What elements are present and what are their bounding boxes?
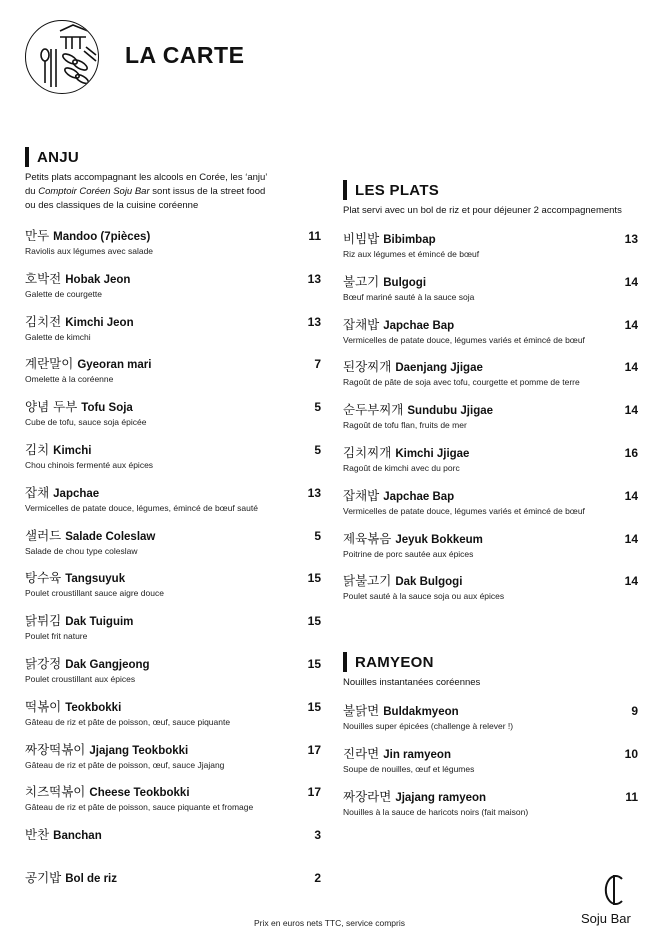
menu-item bbox=[25, 356, 321, 385]
section-bar bbox=[25, 147, 29, 167]
section-bar bbox=[343, 652, 347, 672]
menu-item-description: Gâteau de riz et pâte de poisson, œuf, sauce piquante bbox=[25, 716, 231, 727]
menu-item bbox=[343, 531, 638, 560]
menu-item-price: 14 bbox=[624, 531, 638, 546]
menu-item-name bbox=[25, 870, 321, 887]
section-title-anju: ANJU bbox=[37, 148, 80, 166]
menu-item bbox=[343, 488, 638, 517]
menu-item-name bbox=[343, 573, 638, 590]
menu-item-korean-name: 닭강정 bbox=[25, 656, 62, 671]
menu-item-description: Poulet croustillant sauce aigre douce bbox=[25, 588, 164, 599]
menu-item-korean-name: 제육볶음 bbox=[343, 530, 392, 546]
menu-item-name bbox=[25, 228, 321, 245]
menu-item-romanized-name: Bulgogi bbox=[383, 276, 427, 289]
menu-item-romanized-name: Gyeoran mari bbox=[77, 359, 152, 372]
menu-item-korean-name: 잡채밥 bbox=[343, 316, 380, 332]
menu-item-price: 9 bbox=[631, 704, 638, 718]
menu-item-description: Salade de chou type coleslaw bbox=[25, 545, 138, 556]
menu-item bbox=[25, 271, 321, 300]
menu-item-description: Vermicelles de patate douce, légumes variés et émincé de bœuf bbox=[343, 334, 585, 345]
section-title-plats: LES PLATS bbox=[355, 181, 440, 199]
menu-item-name bbox=[343, 274, 638, 291]
price-note: Prix en euros nets TTC, service compris bbox=[254, 918, 405, 928]
menu-item-description: Ragoût de kimchi avec du porc bbox=[343, 463, 460, 473]
menu-item bbox=[343, 445, 638, 474]
menu-item-romanized-name: Dak Gangjeong bbox=[65, 659, 150, 671]
menu-item-korean-name: 비빔밥 bbox=[343, 231, 380, 246]
menu-item-korean-name: 김치전 bbox=[25, 313, 62, 329]
menu-item-price: 13 bbox=[624, 232, 638, 246]
menu-item-name bbox=[343, 531, 638, 548]
menu-item-name bbox=[25, 827, 321, 844]
menu-item-romanized-name: Kimchi Jeon bbox=[65, 316, 134, 329]
menu-item bbox=[343, 789, 638, 818]
menu-item-korean-name: 짜장떡볶이 bbox=[25, 741, 86, 757]
menu-item-price: 5 bbox=[314, 400, 321, 415]
menu-item-romanized-name: Dak Bulgogi bbox=[395, 576, 463, 589]
menu-item-korean-name: 닭불고기 bbox=[343, 573, 392, 589]
menu-item-korean-name: 반찬 bbox=[25, 827, 50, 843]
section-header-ramyeon bbox=[343, 652, 434, 672]
menu-item-romanized-name: Mandoo (7pièces) bbox=[53, 231, 151, 243]
section-bar bbox=[343, 180, 347, 200]
menu-item bbox=[25, 314, 321, 343]
menu-item-description: Nouilles super épicées (challenge à relever !) bbox=[343, 721, 514, 731]
menu-item bbox=[343, 746, 638, 775]
menu-item bbox=[25, 870, 321, 887]
menu-item-name bbox=[343, 703, 638, 720]
menu-item-price: 14 bbox=[624, 360, 638, 375]
menu-item-romanized-name: Japchae Bap bbox=[383, 319, 455, 332]
menu-item-romanized-name: Kimchi bbox=[53, 445, 92, 457]
menu-item-description: Gâteau de riz et pâte de poisson, œuf, sauce Jjajang bbox=[25, 759, 225, 770]
menu-item bbox=[25, 656, 321, 685]
menu-item-korean-name: 김치찌개 bbox=[343, 445, 392, 460]
menu-item-description: Riz aux légumes et émincé de bœuf bbox=[343, 249, 480, 259]
anju-intro-prefix: du bbox=[25, 186, 39, 197]
menu-item-price: 11 bbox=[625, 790, 638, 804]
menu-item-romanized-name: Dak Tuiguim bbox=[65, 616, 134, 629]
menu-item-romanized-name: Hobak Jeon bbox=[65, 273, 131, 286]
menu-item-description: Chou chinois fermenté aux épices bbox=[25, 460, 154, 470]
menu-item bbox=[25, 827, 321, 844]
menu-item-name bbox=[25, 699, 321, 716]
menu-item-romanized-name: Japchae bbox=[53, 487, 100, 500]
menu-item-description: Vermicelles de patate douce, légumes variés et émincé de bœuf bbox=[343, 505, 585, 516]
menu-item-name bbox=[25, 356, 321, 373]
menu-item bbox=[343, 402, 638, 431]
menu-item-romanized-name: Jjajang Teokbokki bbox=[89, 744, 189, 757]
menu-item bbox=[25, 228, 321, 257]
section-title-ramyeon: RAMYEON bbox=[355, 653, 434, 671]
menu-item-price: 15 bbox=[307, 699, 321, 714]
menu-item-description: Cube de tofu, sauce soja épicée bbox=[25, 417, 147, 428]
menu-item-description: Bœuf mariné sauté à la sauce soja bbox=[343, 291, 475, 302]
menu-item-description: Poitrine de porc sautée aux épices bbox=[343, 548, 474, 559]
menu-item-romanized-name: Jeyuk Bokkeum bbox=[395, 533, 483, 546]
menu-item-description: Poulet croustillant aux épices bbox=[25, 674, 136, 684]
menu-item bbox=[343, 317, 638, 346]
menu-item-price: 15 bbox=[307, 614, 321, 629]
menu-item-romanized-name: Teokbokki bbox=[65, 701, 122, 714]
menu-item-price: 7 bbox=[314, 357, 321, 372]
anju-intro-brand: Comptoir Coréen Soju Bar bbox=[38, 186, 150, 197]
menu-item-romanized-name: Banchan bbox=[53, 830, 102, 843]
restaurant-logo bbox=[25, 20, 99, 94]
menu-item-price: 14 bbox=[624, 488, 638, 503]
brand-logo-icon bbox=[602, 873, 626, 907]
menu-item-price: 16 bbox=[624, 446, 638, 460]
menu-item-price: 17 bbox=[307, 785, 321, 800]
menu-item-korean-name: 잡채 bbox=[25, 484, 50, 500]
menu-item-name bbox=[343, 789, 638, 806]
menu-item-romanized-name: Kimchi Jjigae bbox=[395, 448, 470, 460]
menu-item-name bbox=[25, 570, 321, 587]
menu-item-romanized-name: Cheese Teokbokki bbox=[89, 787, 190, 800]
menu-item-romanized-name: Tangsuyuk bbox=[65, 573, 126, 586]
menu-item-price: 15 bbox=[307, 571, 321, 586]
menu-item-price: 14 bbox=[624, 403, 638, 418]
menu-item bbox=[343, 274, 638, 303]
menu-item-korean-name: 된장찌개 bbox=[343, 359, 392, 375]
menu-item-korean-name: 치즈떡볶이 bbox=[25, 784, 86, 800]
menu-item-description: Galette de kimchi bbox=[25, 331, 91, 342]
menu-item-price: 17 bbox=[307, 742, 321, 757]
anju-intro-line-3: ou des classiques de la cuisine coréenne bbox=[25, 200, 199, 211]
menu-item-price: 15 bbox=[307, 657, 321, 671]
menu-item-korean-name: 불고기 bbox=[343, 273, 380, 289]
menu-item bbox=[343, 703, 638, 732]
menu-item bbox=[343, 359, 638, 388]
menu-item-price: 11 bbox=[308, 229, 321, 243]
menu-item-price: 5 bbox=[314, 443, 321, 457]
menu-item bbox=[25, 784, 321, 813]
menu-item-korean-name: 만두 bbox=[25, 228, 50, 243]
menu-item-description: Raviolis aux légumes avec salade bbox=[25, 246, 154, 256]
menu-item-korean-name: 탕수육 bbox=[25, 570, 62, 586]
menu-item-name bbox=[25, 742, 321, 759]
menu-item bbox=[25, 613, 321, 642]
menu-item-description: Ragoût de tofu flan, fruits de mer bbox=[343, 420, 467, 431]
menu-item-description: Poulet sauté à la sauce soja ou aux épices bbox=[343, 591, 505, 602]
menu-item-name bbox=[25, 613, 321, 630]
menu-item-korean-name: 공기밥 bbox=[25, 870, 62, 885]
menu-item-price: 13 bbox=[307, 314, 321, 329]
menu-item-price: 13 bbox=[307, 271, 321, 286]
menu-item bbox=[25, 399, 321, 428]
menu-item-name bbox=[25, 784, 321, 801]
menu-item-price: 3 bbox=[314, 828, 321, 843]
menu-item-price: 14 bbox=[624, 574, 638, 589]
menu-item bbox=[343, 573, 638, 602]
menu-item bbox=[25, 570, 321, 599]
menu-item-romanized-name: Daenjang Jjigae bbox=[395, 362, 483, 375]
menu-item-description: Galette de courgette bbox=[25, 288, 103, 299]
menu-item-description: Nouilles à la sauce de haricots noirs (fait maison) bbox=[343, 807, 529, 817]
menu-item-description: Soupe de nouilles, œuf et légumes bbox=[343, 764, 475, 774]
menu-item-romanized-name: Jin ramyeon bbox=[383, 749, 451, 761]
logo-illustration-icon bbox=[26, 21, 99, 94]
section-header-plats bbox=[343, 180, 439, 200]
menu-item-price: 14 bbox=[624, 274, 638, 289]
menu-item-name bbox=[343, 359, 638, 376]
menu-item-romanized-name: Salade Coleslaw bbox=[65, 530, 156, 543]
menu-item-korean-name: 양념 두부 bbox=[25, 399, 78, 415]
menu-item-romanized-name: Bibimbap bbox=[383, 234, 436, 246]
menu-item-name bbox=[343, 402, 638, 419]
menu-item-romanized-name: Bol de riz bbox=[65, 873, 117, 885]
ramyeon-intro: Nouilles instantanées coréennes bbox=[343, 677, 481, 688]
page-title: LA CARTE bbox=[125, 42, 245, 68]
menu-item-korean-name: 샐러드 bbox=[25, 527, 62, 543]
anju-intro-line-2 bbox=[25, 185, 267, 199]
menu-item-description: Gâteau de riz et pâte de poisson, sauce piquante et fromage bbox=[25, 802, 254, 813]
menu-item bbox=[25, 699, 321, 728]
menu-item-korean-name: 호박전 bbox=[25, 270, 62, 286]
menu-item-korean-name: 떡볶이 bbox=[25, 698, 62, 714]
menu-item-price: 13 bbox=[307, 485, 321, 500]
menu-item-korean-name: 잡채밥 bbox=[343, 487, 380, 503]
section-header-anju bbox=[25, 147, 79, 167]
menu-item-korean-name: 불닭면 bbox=[343, 703, 380, 718]
menu-item-romanized-name: Buldakmyeon bbox=[383, 706, 459, 718]
menu-item-price: 2 bbox=[314, 871, 321, 885]
anju-intro-suffix: sont issus de la street food bbox=[149, 186, 266, 197]
menu-item-description: Poulet frit nature bbox=[25, 631, 88, 642]
menu-item-name bbox=[343, 746, 638, 763]
menu-item-name bbox=[25, 528, 321, 545]
menu-item-romanized-name: Tofu Soja bbox=[81, 402, 133, 415]
plats-intro: Plat servi avec un bol de riz et pour déjeuner 2 accompagnements bbox=[343, 205, 622, 216]
menu-item-price: 5 bbox=[314, 528, 321, 543]
menu-item-name bbox=[343, 231, 638, 248]
menu-item-korean-name: 진라면 bbox=[343, 746, 380, 761]
menu-item-korean-name: 짜장라면 bbox=[343, 789, 392, 804]
menu-item-name bbox=[25, 442, 321, 459]
menu-item-price: 10 bbox=[624, 747, 638, 761]
menu-item-korean-name: 닭튀김 bbox=[25, 613, 62, 629]
menu-item-name bbox=[343, 445, 638, 462]
menu-item-romanized-name: Jjajang ramyeon bbox=[395, 792, 487, 804]
menu-item-name bbox=[25, 656, 321, 673]
menu-item-name bbox=[343, 317, 638, 334]
menu-item-description: Omelette à la coréenne bbox=[25, 374, 114, 385]
anju-intro-line-1: Petits plats accompagnant les alcools en Corée, les ‘anju’ bbox=[25, 172, 268, 183]
anju-intro bbox=[25, 171, 267, 213]
menu-item-korean-name: 순두부찌개 bbox=[343, 402, 404, 418]
menu-item-description: Vermicelles de patate douce, légumes, émincé de bœuf sauté bbox=[25, 502, 258, 513]
menu-item-name bbox=[25, 271, 321, 288]
menu-item bbox=[25, 485, 321, 514]
menu-item-korean-name: 계란말이 bbox=[25, 356, 74, 372]
menu-item-name bbox=[25, 485, 321, 502]
menu-item bbox=[25, 528, 321, 557]
menu-item bbox=[25, 742, 321, 771]
menu-item-korean-name: 김치 bbox=[25, 442, 50, 457]
menu-item-name bbox=[343, 488, 638, 505]
brand-name: Soju Bar bbox=[581, 911, 631, 926]
menu-item-name bbox=[25, 314, 321, 331]
menu-item-romanized-name: Japchae Bap bbox=[383, 490, 455, 503]
menu-item-name bbox=[25, 399, 321, 416]
menu-item-price: 14 bbox=[624, 317, 638, 332]
menu-item bbox=[25, 442, 321, 471]
menu-item-description: Ragoût de pâte de soja avec tofu, courgette et pomme de terre bbox=[343, 377, 580, 388]
menu-item-romanized-name: Sundubu Jjigae bbox=[407, 405, 494, 418]
menu-item bbox=[343, 231, 638, 260]
